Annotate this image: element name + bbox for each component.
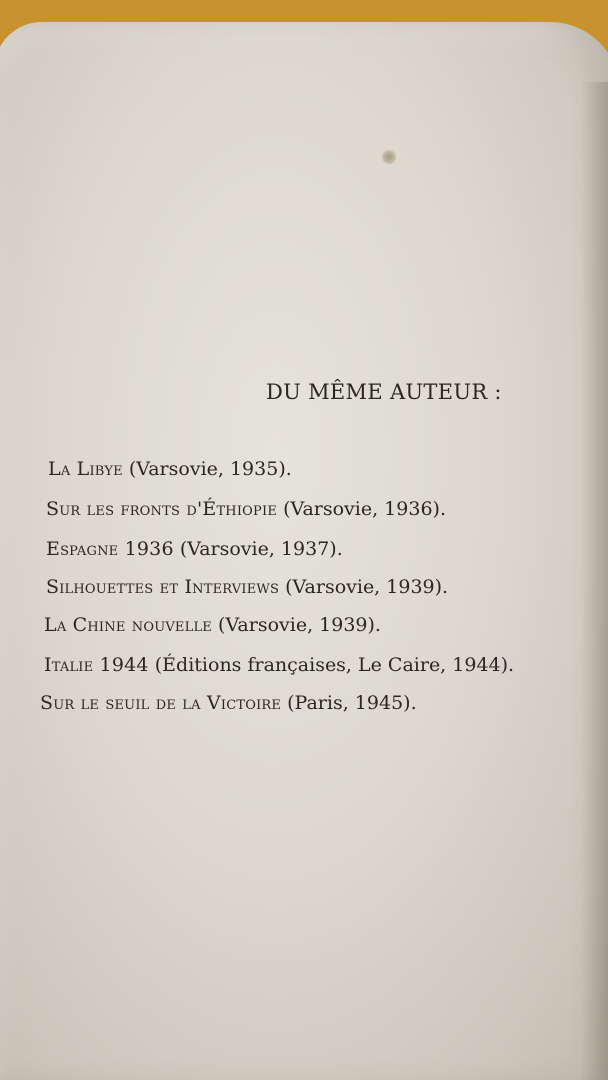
work-title: La Chine nouvelle bbox=[44, 614, 212, 636]
work-details: (Paris, 1945). bbox=[287, 692, 417, 714]
work-title: Sur les fronts d'Éthiopie bbox=[46, 498, 278, 520]
work-title: La Libye bbox=[48, 458, 123, 480]
list-item bbox=[40, 690, 417, 716]
work-title: Silhouettes et Interviews bbox=[46, 576, 280, 598]
list-item bbox=[46, 496, 446, 522]
work-title: Espagne 1936 bbox=[46, 538, 174, 560]
list-item bbox=[44, 612, 381, 638]
work-details: (Varsovie, 1936). bbox=[283, 498, 446, 520]
work-details: (Varsovie, 1937). bbox=[179, 538, 343, 560]
work-details: (Varsovie, 1939). bbox=[218, 614, 381, 636]
page-heading: DU MÊME AUTEUR : bbox=[266, 380, 502, 404]
list-item bbox=[44, 652, 514, 678]
work-details: (Éditions françaises, Le Caire, 1944). bbox=[154, 654, 515, 676]
list-item bbox=[48, 456, 292, 482]
list-item bbox=[46, 574, 448, 600]
list-item bbox=[46, 536, 343, 562]
work-details: (Varsovie, 1935). bbox=[128, 458, 292, 480]
work-title: Sur le seuil de la Victoire bbox=[40, 692, 282, 714]
work-details: (Varsovie, 1939). bbox=[285, 576, 449, 598]
work-title: Italie 1944 bbox=[44, 654, 149, 676]
